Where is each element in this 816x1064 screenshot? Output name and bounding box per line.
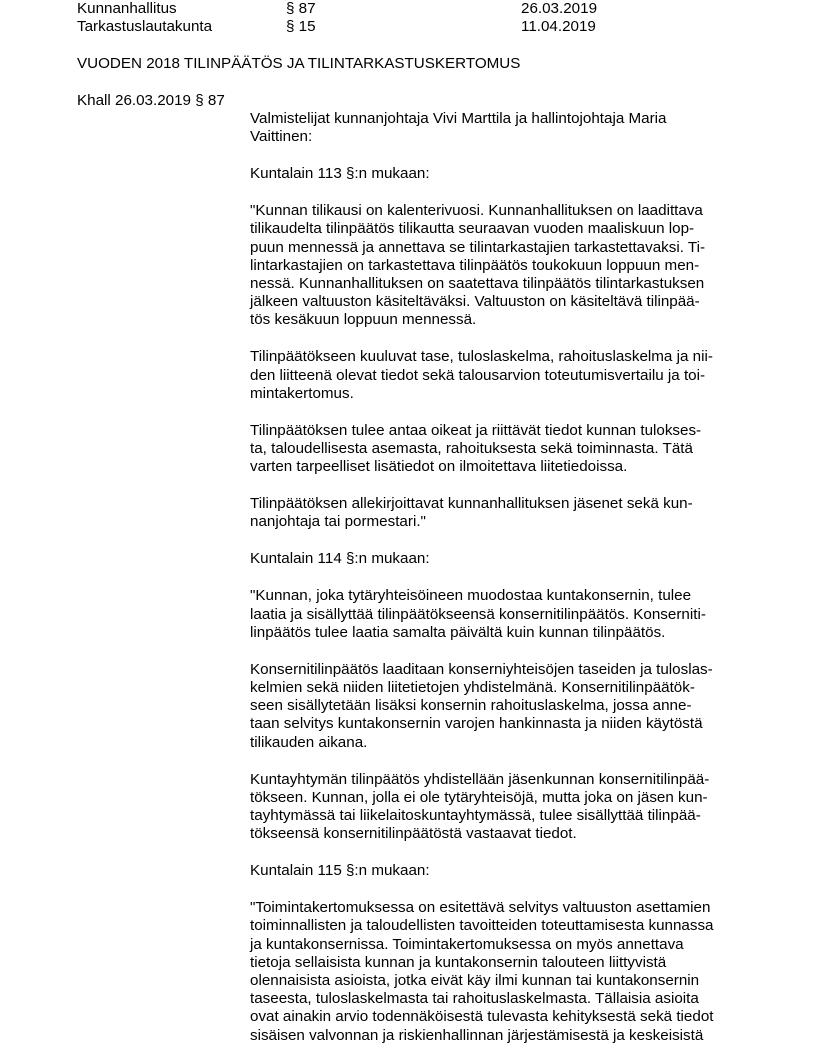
text-line: laatia ja sisällyttää tilinpäätökseensä konsernitilinpäätös. Konserniti- [250,605,706,623]
text-line: ja kuntakonsernissa. Toimintakertomuksessa on myös annettava [250,935,684,953]
text-line: nessä. Kunnanhallituksen on saatettava tilinpäätös tilintarkastuksen [250,275,705,293]
header-section: § 15 [286,18,316,35]
text-line: Tilinpäätöksen tulee antaa oikeat ja riittävät tiedot kunnan tulokses- [250,421,702,439]
text-line: mintakertomus. [250,384,354,402]
text-line: den liitteenä olevat tiedot sekä talousarvion toteutumisvertailu ja toi- [250,366,706,384]
text-line: Konsernitilinpäätös laaditaan konserniyhteisöjen taseiden ja tuloslas- [250,660,713,678]
header-row [77,0,777,18]
header-row [77,18,777,36]
text-line: "Kunnan tilikausi on kalenterivuosi. Kunnanhallituksen on laadittava [250,202,703,220]
paragraph [250,202,770,329]
text-line: olennaisista asioista, jotka eivät käy ilmi kunnan tai kuntakonsernin [250,972,700,990]
text-line: ta, taloudellisesta asemasta, rahoituksesta sekä toiminnasta. Tätä [250,440,693,458]
header-date: 11.04.2019 [521,18,596,35]
text-line: tilikauden aikana. [250,733,368,751]
text-line: taseesta, tuloslaskelmasta tai rahoituslaskelmasta. Tällaisia asioita [250,990,699,1008]
paragraph [250,899,770,1045]
text-line: lintarkastajien on tarkastettava tilinpäätös toukokuun loppuun men- [250,256,700,274]
text-line: "Toimintakertomuksessa on esitettävä selvitys valtuuston asettamien [250,899,711,917]
text-line: linpäätös tulee laatia samalta päivältä kuin kunnan tilinpäätös. [250,623,666,641]
paragraph [250,587,770,642]
text-line: tös kesäkuun loppuun mennessä. [250,311,477,329]
text-line: tökseensä konsernitilinpäätöstä vastaavat tiedot. [250,825,577,843]
paragraph [250,165,770,183]
text-line: nanjohtaja tai pormestari." [250,513,426,531]
text-line: Tilinpäätöksen allekirjoittavat kunnanhallituksen jäsenet sekä kun- [250,495,693,513]
paragraph [250,110,770,146]
text-line: taan selvitys kuntakonsernin varojen hankinnasta ja niiden käytöstä [250,715,703,733]
paragraph [250,550,770,568]
text-line: jälkeen valtuuston käsiteltäväksi. Valtuuston on käsiteltävä tilinpää- [250,293,700,311]
paragraph [250,771,770,844]
header-section: § 87 [286,0,316,17]
document-title: VUODEN 2018 TILINPÄÄTÖS JA TILINTARKASTUSKERTOMUS [77,55,521,72]
text-line: tökseen. Kunnan, jolla ei ole tytäryhteisöjä, mutta joka on jäsen kun- [250,788,708,806]
text-line: kelmien sekä niiden liitetietojen yhdistelmänä. Konsernitilinpäätök- [250,679,695,697]
paragraph [250,348,770,403]
text-line: sisäisen valvonnan ja riskienhallinnan järjestämisestä ja keskeisistä [250,1026,704,1044]
text-line: Valmistelijat kunnanjohtaja Vivi Marttila ja hallintojohtaja Maria [250,110,667,127]
paragraph [250,661,770,752]
document-body [250,110,770,1064]
header-body: Kunnanhallitus [77,0,177,17]
text-line: toiminnallisten ja taloudellisten tavoitteiden toteuttamisesta kunnassa [250,917,714,935]
text-line: tilikaudelta tilinpäätös tilikautta seuraavan vuoden maaliskuun lop- [250,220,695,238]
text-line: "Kunnan, joka tytäryhteisöineen muodostaa kuntakonsernin, tulee [250,587,692,605]
text-line: tayhtymässä tai liikelaitoskuntayhtymässä, tulee sisällyttää tilinpää- [250,807,701,825]
paragraph [250,422,770,477]
text-line: seen sisällytetään lisäksi konsernin rahoituslaskelma, jossa anne- [250,697,692,715]
text-line: puun mennessä ja annettava se tilintarkastajien tarkastettavaksi. Ti- [250,238,706,256]
paragraph [250,495,770,531]
header-body: Tarkastuslautakunta [77,18,213,35]
text-line: Kuntalain 114 §:n mukaan: [250,550,430,568]
meeting-reference: Khall 26.03.2019 § 87 [77,92,225,109]
meeting-header [77,0,777,36]
text-line: Tilinpäätökseen kuuluvat tase, tuloslaskelma, rahoituslaskelma ja nii- [250,348,713,366]
paragraph [250,862,770,880]
header-date: 26.03.2019 [521,0,598,17]
text-line: Kuntalain 115 §:n mukaan: [250,862,430,880]
text-line: Kuntayhtymän tilinpäätös yhdistellään jäsenkunnan konsernitilinpää- [250,770,710,788]
text-line: tietoja sellaisista kunnan ja kuntakonsernin talouteen liittyvistä [250,953,667,971]
text-line: varten tarpeelliset lisätiedot on ilmoitettava liitetiedoissa. [250,458,628,476]
text-line: Vaittinen: [250,128,313,146]
text-line: Kuntalain 113 §:n mukaan: [250,165,430,183]
text-line: ovat ainakin arvio todennäköisestä tulevasta kehityksestä sekä tiedot [250,1008,714,1026]
